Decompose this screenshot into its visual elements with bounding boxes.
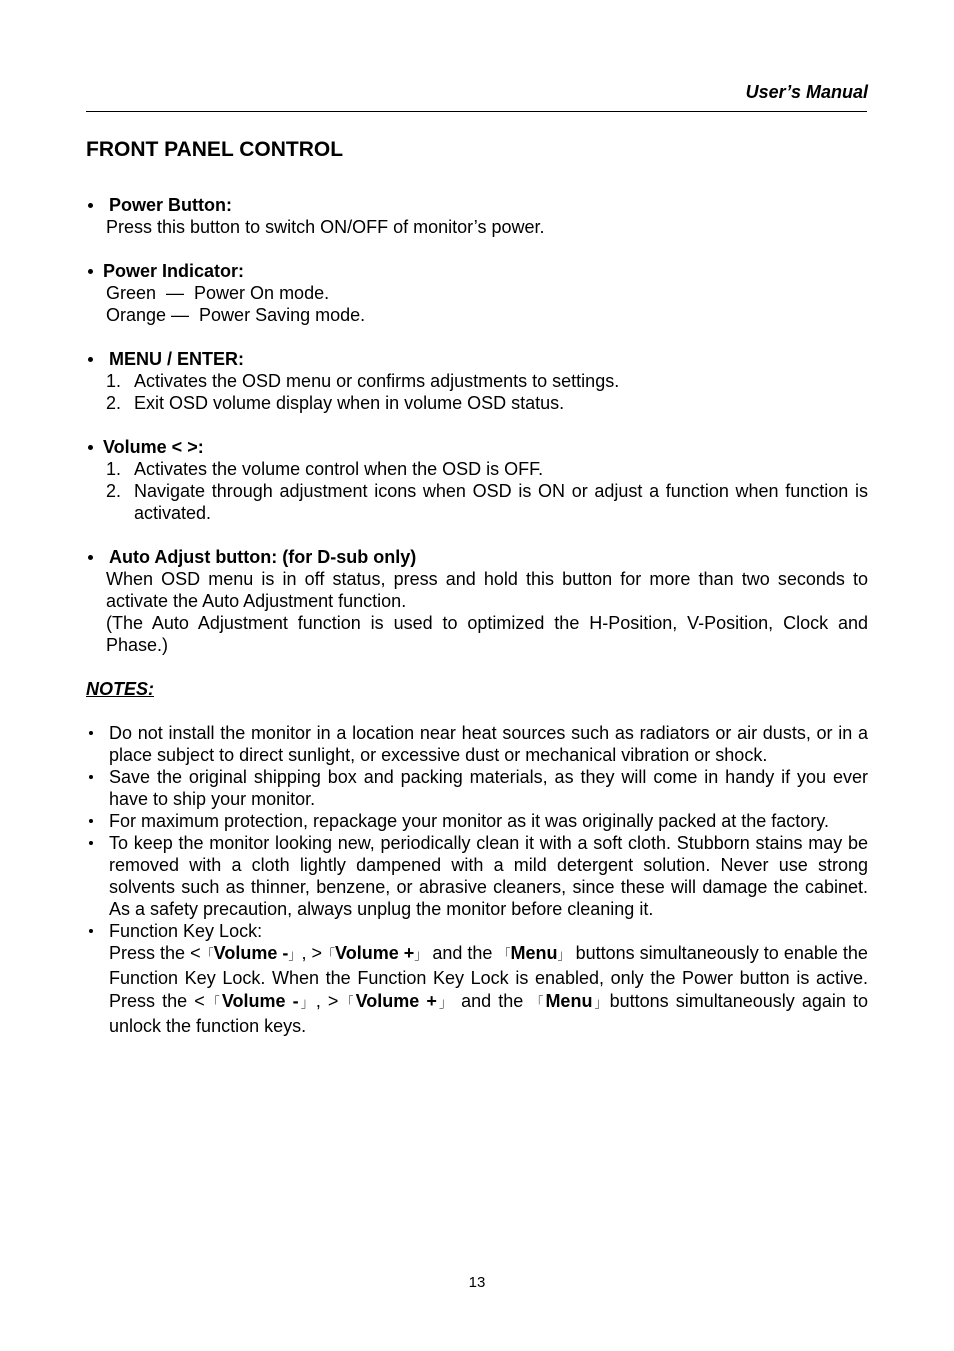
list-item: Do not install the monitor in a location near heat sources such as radiators or air dusts, or in a place subject to direct sunlight, or excessive dust or mechanical vibration or shock. (86, 722, 868, 766)
auto-adjust-note: (The Auto Adjustment function is used to optimized the H-Position, V-Position, Clock and Phase.) (106, 613, 868, 655)
bullet-icon (89, 775, 93, 779)
auto-adjust-text: When OSD menu is in off status, press and hold this button for more than two seconds to activate the Auto Adjustment function. (106, 569, 868, 611)
bullet-icon (88, 555, 93, 560)
function-key-lock-item (86, 920, 868, 1038)
content (86, 194, 868, 1038)
power-indicator-heading: Power Indicator: (103, 261, 245, 281)
bullet-icon (88, 445, 93, 450)
list-item: To keep the monitor looking new, periodically clean it with a soft cloth. Stubborn stains may be removed with a cloth lightly dampened with a mild detergent solution. Never use strong solvents such as thinner, benzene, or abrasive cleaners, since these will damage the cabinet. As a safety precaution, always unplug the monitor before cleaning it. (86, 832, 868, 920)
notes-list (86, 722, 868, 1038)
bullet-icon (88, 203, 93, 208)
menu-enter-section (86, 348, 868, 414)
list-item: 2. Navigate through adjustment icons when OSD is ON or adjust a function when function is activated. (106, 481, 868, 523)
header-rule (86, 111, 867, 112)
menu-enter-heading: MENU / ENTER: (109, 349, 244, 369)
auto-adjust-heading: Auto Adjust button: (for D-sub only) (109, 547, 417, 567)
auto-adjust-section (86, 546, 868, 656)
bullet-icon (89, 841, 93, 845)
notes-title: NOTES: (86, 679, 155, 699)
bullet-icon (89, 731, 93, 735)
list-item: 1. Activates the OSD menu or confirms adjustments to settings. (106, 371, 620, 391)
function-key-lock-text: Press the <「Volume -」, >「Volume +」 and the 「Menu」 buttons simultaneously to enable the Function Key Lock. When the Function Key Lock is enabled, only the Power button is active. Press the <「Volume -」, >「Volume +」 and the 「Menu」buttons simultaneously again to unlock the function keys. (109, 943, 869, 1036)
list-item: 2. Exit OSD volume display when in volume OSD status. (106, 393, 565, 413)
list-item: Save the original shipping box and packing materials, as they will come in handy if you ever have to ship your monitor. (86, 766, 868, 810)
power-indicator-green: Green — Power On mode. (106, 283, 330, 303)
header-title: User’s Manual (745, 82, 868, 102)
power-button-section (86, 194, 868, 238)
volume-section (86, 436, 868, 524)
page-number: 13 (468, 1274, 486, 1291)
bullet-icon (88, 357, 93, 362)
power-button-heading: Power Button: (109, 195, 232, 215)
volume-heading: Volume < >: (103, 437, 204, 457)
section-title: FRONT PANEL CONTROL (86, 138, 344, 161)
bullet-icon (89, 929, 93, 933)
bullet-icon (89, 819, 93, 823)
power-indicator-orange: Orange — Power Saving mode. (106, 305, 366, 325)
power-indicator-section (86, 260, 868, 326)
power-button-text: Press this button to switch ON/OFF of monitor’s power. (106, 217, 545, 237)
function-key-lock-heading: Function Key Lock: (109, 921, 263, 941)
bullet-icon (88, 269, 93, 274)
list-item: 1. Activates the volume control when the OSD is OFF. (106, 459, 544, 479)
list-item: For maximum protection, repackage your monitor as it was originally packed at the factory. (86, 810, 868, 832)
